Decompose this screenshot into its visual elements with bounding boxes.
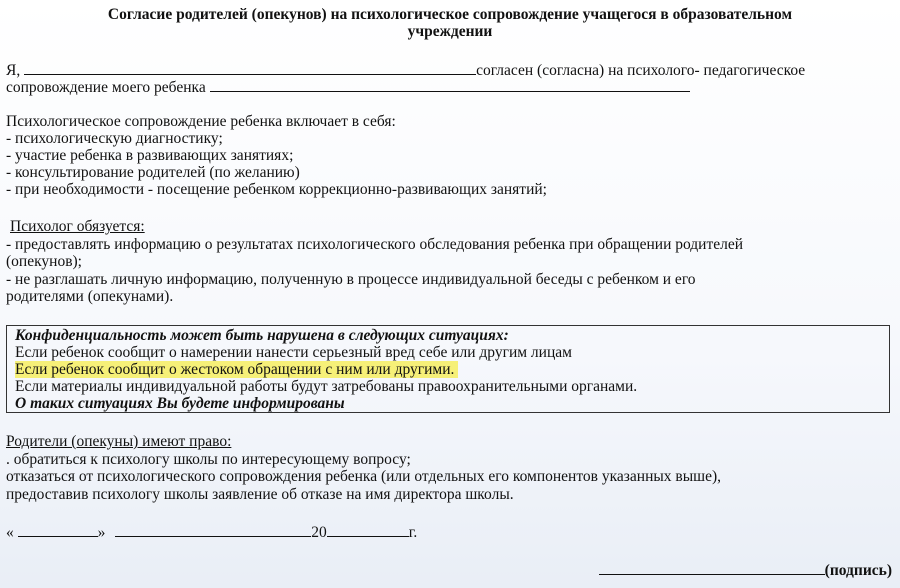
confidentiality-box <box>6 325 890 413</box>
consent-child-label: сопровождение моего ребенка <box>6 79 206 96</box>
child-name-field[interactable] <box>210 77 690 92</box>
support-item: - участие ребенка в развивающих занятиях; <box>6 147 294 164</box>
date-day-field[interactable] <box>18 522 98 537</box>
psychologist-line: родителями (опекунами). <box>6 288 174 305</box>
psychologist-line: (опекунов); <box>6 253 82 270</box>
parent-name-field[interactable] <box>24 60 476 75</box>
signature-label: подпись <box>829 562 887 579</box>
date-year-field[interactable] <box>327 522 409 537</box>
title-line-2: учреждении <box>407 23 493 40</box>
psychologist-line: - предоставлять информацию о результатах психологического обследования ребенка при обращении родителей <box>6 236 744 253</box>
date-open-quote: « <box>6 524 14 541</box>
date-month-field[interactable] <box>115 522 311 537</box>
consent-prefix: Я, <box>6 62 21 79</box>
confidentiality-line: Если ребенок сообщит о намерении нанести серьезный вред себе или другим лицам <box>15 344 572 361</box>
signature-field[interactable] <box>599 560 825 575</box>
rights-line: предоставив психологу школы заявление об отказе на имя директора школы. <box>6 486 514 503</box>
title-line-1: Согласие родителей (опекунов) на психологическое сопровождение учащегося в образовательном <box>107 6 793 23</box>
rights-line: отказаться от психологического сопровождения ребенка (или отдельных его компонентов указанных выше), <box>6 468 721 485</box>
signature-line: (подпись) <box>599 560 892 579</box>
date-year-suffix: г. <box>408 524 418 541</box>
rights-heading: Родители (опекуны) имеют право: <box>6 433 232 450</box>
psychologist-line: - не разглашать личную информацию, полученную в процессе индивидуальной беседы с ребенком и его <box>6 271 696 288</box>
confidentiality-heading: Конфиденциальность может быть нарушена в следующих ситуациях: <box>15 327 509 344</box>
consent-agree-text: согласен (согласна) на психолого- педагогическое <box>476 62 806 79</box>
confidentiality-highlighted-line <box>15 361 458 378</box>
consent-line-2 <box>6 77 690 96</box>
support-item: - психологическую диагностику; <box>6 130 223 147</box>
support-intro: Психологическое сопровождение ребенка включает в себя: <box>6 113 396 130</box>
confidentiality-footer: О таких ситуациях Вы будете информированы <box>15 395 345 412</box>
psychologist-heading: Психолог обязуется: <box>10 218 145 235</box>
support-item: - консультирование родителей (по желанию) <box>6 164 300 181</box>
rights-line: . обратиться к психологу школы по интересующему вопросу; <box>6 451 411 468</box>
date-close-quote: » <box>97 524 106 541</box>
date-line <box>6 522 417 541</box>
support-item: - при необходимости - посещение ребенком коррекционно-развивающих занятий; <box>6 181 547 198</box>
highlight-text: Если ребенок сообщит о жестоком обращении с ним или другими. <box>15 361 458 378</box>
confidentiality-line: Если материалы индивидуальной работы будут затребованы правоохранительными органами. <box>15 378 638 395</box>
date-year-prefix: 20 <box>311 524 327 541</box>
document-title <box>0 6 900 40</box>
